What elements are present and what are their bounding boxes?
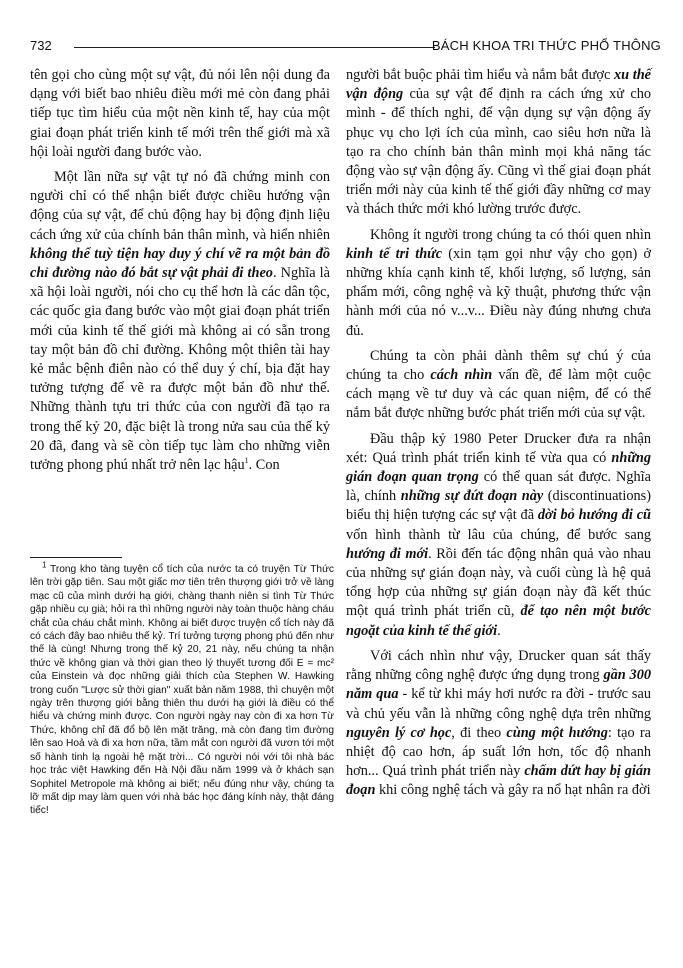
paragraph xyxy=(30,66,330,162)
text-run: . Con xyxy=(248,457,280,474)
text-run: tên gọi cho cùng một sự vật, đủ nói lên nội dung đa dạng với biết bao nhiêu điều mới mẻ còn đang phải tiếp tục tìm hiểu của một nền kinh tế, hay của một giai đoạn phát triển kinh tế mới trên thế giới mà xã hội loài người đang bước vào. xyxy=(30,67,330,160)
paragraph xyxy=(346,66,651,220)
text-run: . Nghĩa là xã hội loài người, nói cho cụ thể hơn là các dân tộc, các quốc gia đang bước vào một giai đoạn phát triển mới của kinh tế thế giới mà không ai có sẵn trong tay một bản đồ chỉ đường. Không một thiên tài hay kẻ mắc bệnh điên nào có thể duy ý chí, bịa đặt hay tưởng tượng để vẽ ra được một bản đồ như thế. Những thành tựu tri thức của con người đã tạo ra trong thế kỷ 20, đặc biệt là trong nửa sau của thế kỷ 20 đã, đang và sẽ còn tiếp tục làm cho những viễn tưởng phong phú nhất trở nên lạc hậu xyxy=(30,265,330,474)
paragraph xyxy=(30,168,330,475)
emphasis: cách nhìn xyxy=(430,367,493,384)
footnote-marker: 1 xyxy=(42,560,47,570)
footnote xyxy=(30,560,334,818)
running-title: BÁCH KHOA TRI THỨC PHỔ THÔNG xyxy=(431,38,661,53)
text-run: Đầu thập kỷ 1980 Peter Drucker đưa ra nhận xét: Quá trình phát triển kinh tế vừa qua có xyxy=(346,430,651,466)
text-run: vấn đề, để làm một cuộc cách mạng về tư duy và các quan niệm, để có thể nắm bắt được những bước phát triển mới của sự vật. xyxy=(346,367,651,422)
text-run: : tạo ra nhiệt độ cao hơn, áp suất lớn hơn, tốc độ nhanh hơn... Quá trình phát triển này xyxy=(346,724,651,780)
emphasis: không thể tuỳ tiện hay duy ý chí vẽ ra một bản đồ chỉ đường nào đó bắt sự vật phải đi theo xyxy=(30,245,330,282)
emphasis: gần 300 năm qua xyxy=(346,667,651,703)
emphasis: để tạo nên một bước ngoặt của kinh tế thế giới xyxy=(346,603,651,639)
emphasis: chấm dứt hay bị gián đoạn xyxy=(346,763,651,799)
text-run: (discontinuations) biểu thị hiện tượng các sự vật đã xyxy=(346,488,651,524)
emphasis: kinh tế tri thức xyxy=(346,245,443,262)
text-run: người bắt buộc phải tìm hiểu và nắm bắt được xyxy=(346,67,614,83)
footnote-rule xyxy=(30,557,122,558)
emphasis: những gián đoạn quan trọng xyxy=(346,449,651,486)
page-header xyxy=(30,38,661,56)
paragraph xyxy=(346,647,651,801)
text-run: . xyxy=(497,622,501,639)
paragraph xyxy=(346,430,651,641)
emphasis: dời bỏ hướng đi cũ xyxy=(537,507,651,524)
text-run: Một lần nữa sự vật tự nó đã chứng minh con người chỉ có thể nhận biết được chiều hướng vận động của sự vật, để chủ động hay bị động định liệu cách ứng xử của chính bản thân mình, và hiển nhiên xyxy=(30,169,330,243)
text-run: Chúng ta còn phải dành thêm sự chú ý của chúng ta cho xyxy=(346,347,651,384)
text-run: Với cách nhìn như vậy, Drucker quan sát thấy rằng những công nghệ được ứng dụng trong xyxy=(346,647,651,684)
text-run: Không ít người trong chúng ta có thói quen nhìn xyxy=(370,226,651,243)
text-run: . Rồi đến tác động nhân quả vào nhau của những sự gián đoạn này, và cuối cùng là hệ quả tổng hợp của những sự gián đoạn này đã kết thúc một quá trình phát triển cũ, xyxy=(346,545,651,620)
footnote-ref: 1 xyxy=(244,456,249,466)
footnote-text: Trong kho tàng tuyện cổ tích của nước ta có truyện Từ Thức lên trời gặp tiên. Sau một giấc mơ tiên trên thượng giới trở về làng mạc cũ của mình dưới hạ giới, chàng thanh niên si tình Từ Thức gặp nhiều cụ già; hỏi ra thì những người này toàn thuộc hàng cháu chắt của cháu chắt mình. Không ai biết được truyện cổ tích này đã có cách đây bao nhiêu thế kỷ. Trí tưởng tượng phong phú đến như thế là cùng! Nhưng trong thế kỷ 20, 21 này, nếu chúng ta nhận thức về không gian và thời gian theo lý thuyết tương đối E = mc² của Einstein và đọc những giải thích của Stephen W. Hawking trong cuốn "Lược sử thời gian" xuất bản năm 1988, thì chuyện một ngày trên thượng giới bằng thiên thu dưới hạ giới là điều có thể hiểu và chứng minh được. Con người ngày nay còn đi xa hơn Từ Thức, không chỉ đã đổ bộ lên mặt trăng, mà còn đang tìm đường lên sao Hoả và đi xa hơn nữa, tầm mắt con người đã vươn tới một số hành tinh lạ ngoài hệ mặt trời... Có người nói với tôi nhà bác học trác việt Hawking đến Hà Nội đầu năm 1999 và ở khách sạn Sophitel Metropole mà không ai biết; nếu đúng như vậy, chúng ta lỡ mất dịp may làm quen với nhà bác học đáng kính này, thật đáng tiếc! xyxy=(30,564,334,817)
left-column xyxy=(30,66,330,481)
text-run: vốn hình thành từ lâu của chúng, để bước sang xyxy=(346,526,651,543)
text-run: (xin tạm gọi như vậy cho gọn) ở những khía cạnh kinh tế, khối lượng, số lượng, sản phẩm mới, công nghệ và kỹ thuật, phương thức vận hành mới của nó v...v... Điều này đúng nhưng chưa đủ. xyxy=(346,245,651,339)
emphasis: hướng đi mới xyxy=(346,545,429,562)
header-rule xyxy=(74,47,435,48)
text-run: của sự vật để định ra cách ứng xử cho mình - để thích nghi, để vận dụng sự vận động ấy phục vụ cho lợi ích của mình, cao siêu hơn nữa là tạo ra cho chính bản thân mình mọi khả năng tác động vào sự vận động ấy. Cũng vì thế giai đoạn phát triển mới này của kinh tế thế giới đầy những cơ may và thách thức mới khó lường trước được. xyxy=(346,86,651,218)
text-run: khi công nghệ tách và gây ra nổ hạt nhân ra đời xyxy=(375,782,651,799)
text-run: , đi theo xyxy=(451,724,507,741)
emphasis: nguyên lý cơ học xyxy=(346,724,452,741)
emphasis: xu thế vận động xyxy=(346,67,651,103)
emphasis: những sự đứt đoạn này xyxy=(400,488,544,505)
right-column xyxy=(346,66,651,807)
paragraph xyxy=(346,226,651,341)
text-run: - kể từ khi máy hơi nước ra đời - trước sau và chủ yếu vẫn là những công nghệ dựa trên những xyxy=(346,686,651,722)
emphasis: cùng một hướng xyxy=(506,724,608,741)
page-number: 732 xyxy=(30,38,52,53)
paragraph xyxy=(346,347,651,424)
text-run: có thể quan sát được. Nghĩa là, chính xyxy=(346,469,651,505)
